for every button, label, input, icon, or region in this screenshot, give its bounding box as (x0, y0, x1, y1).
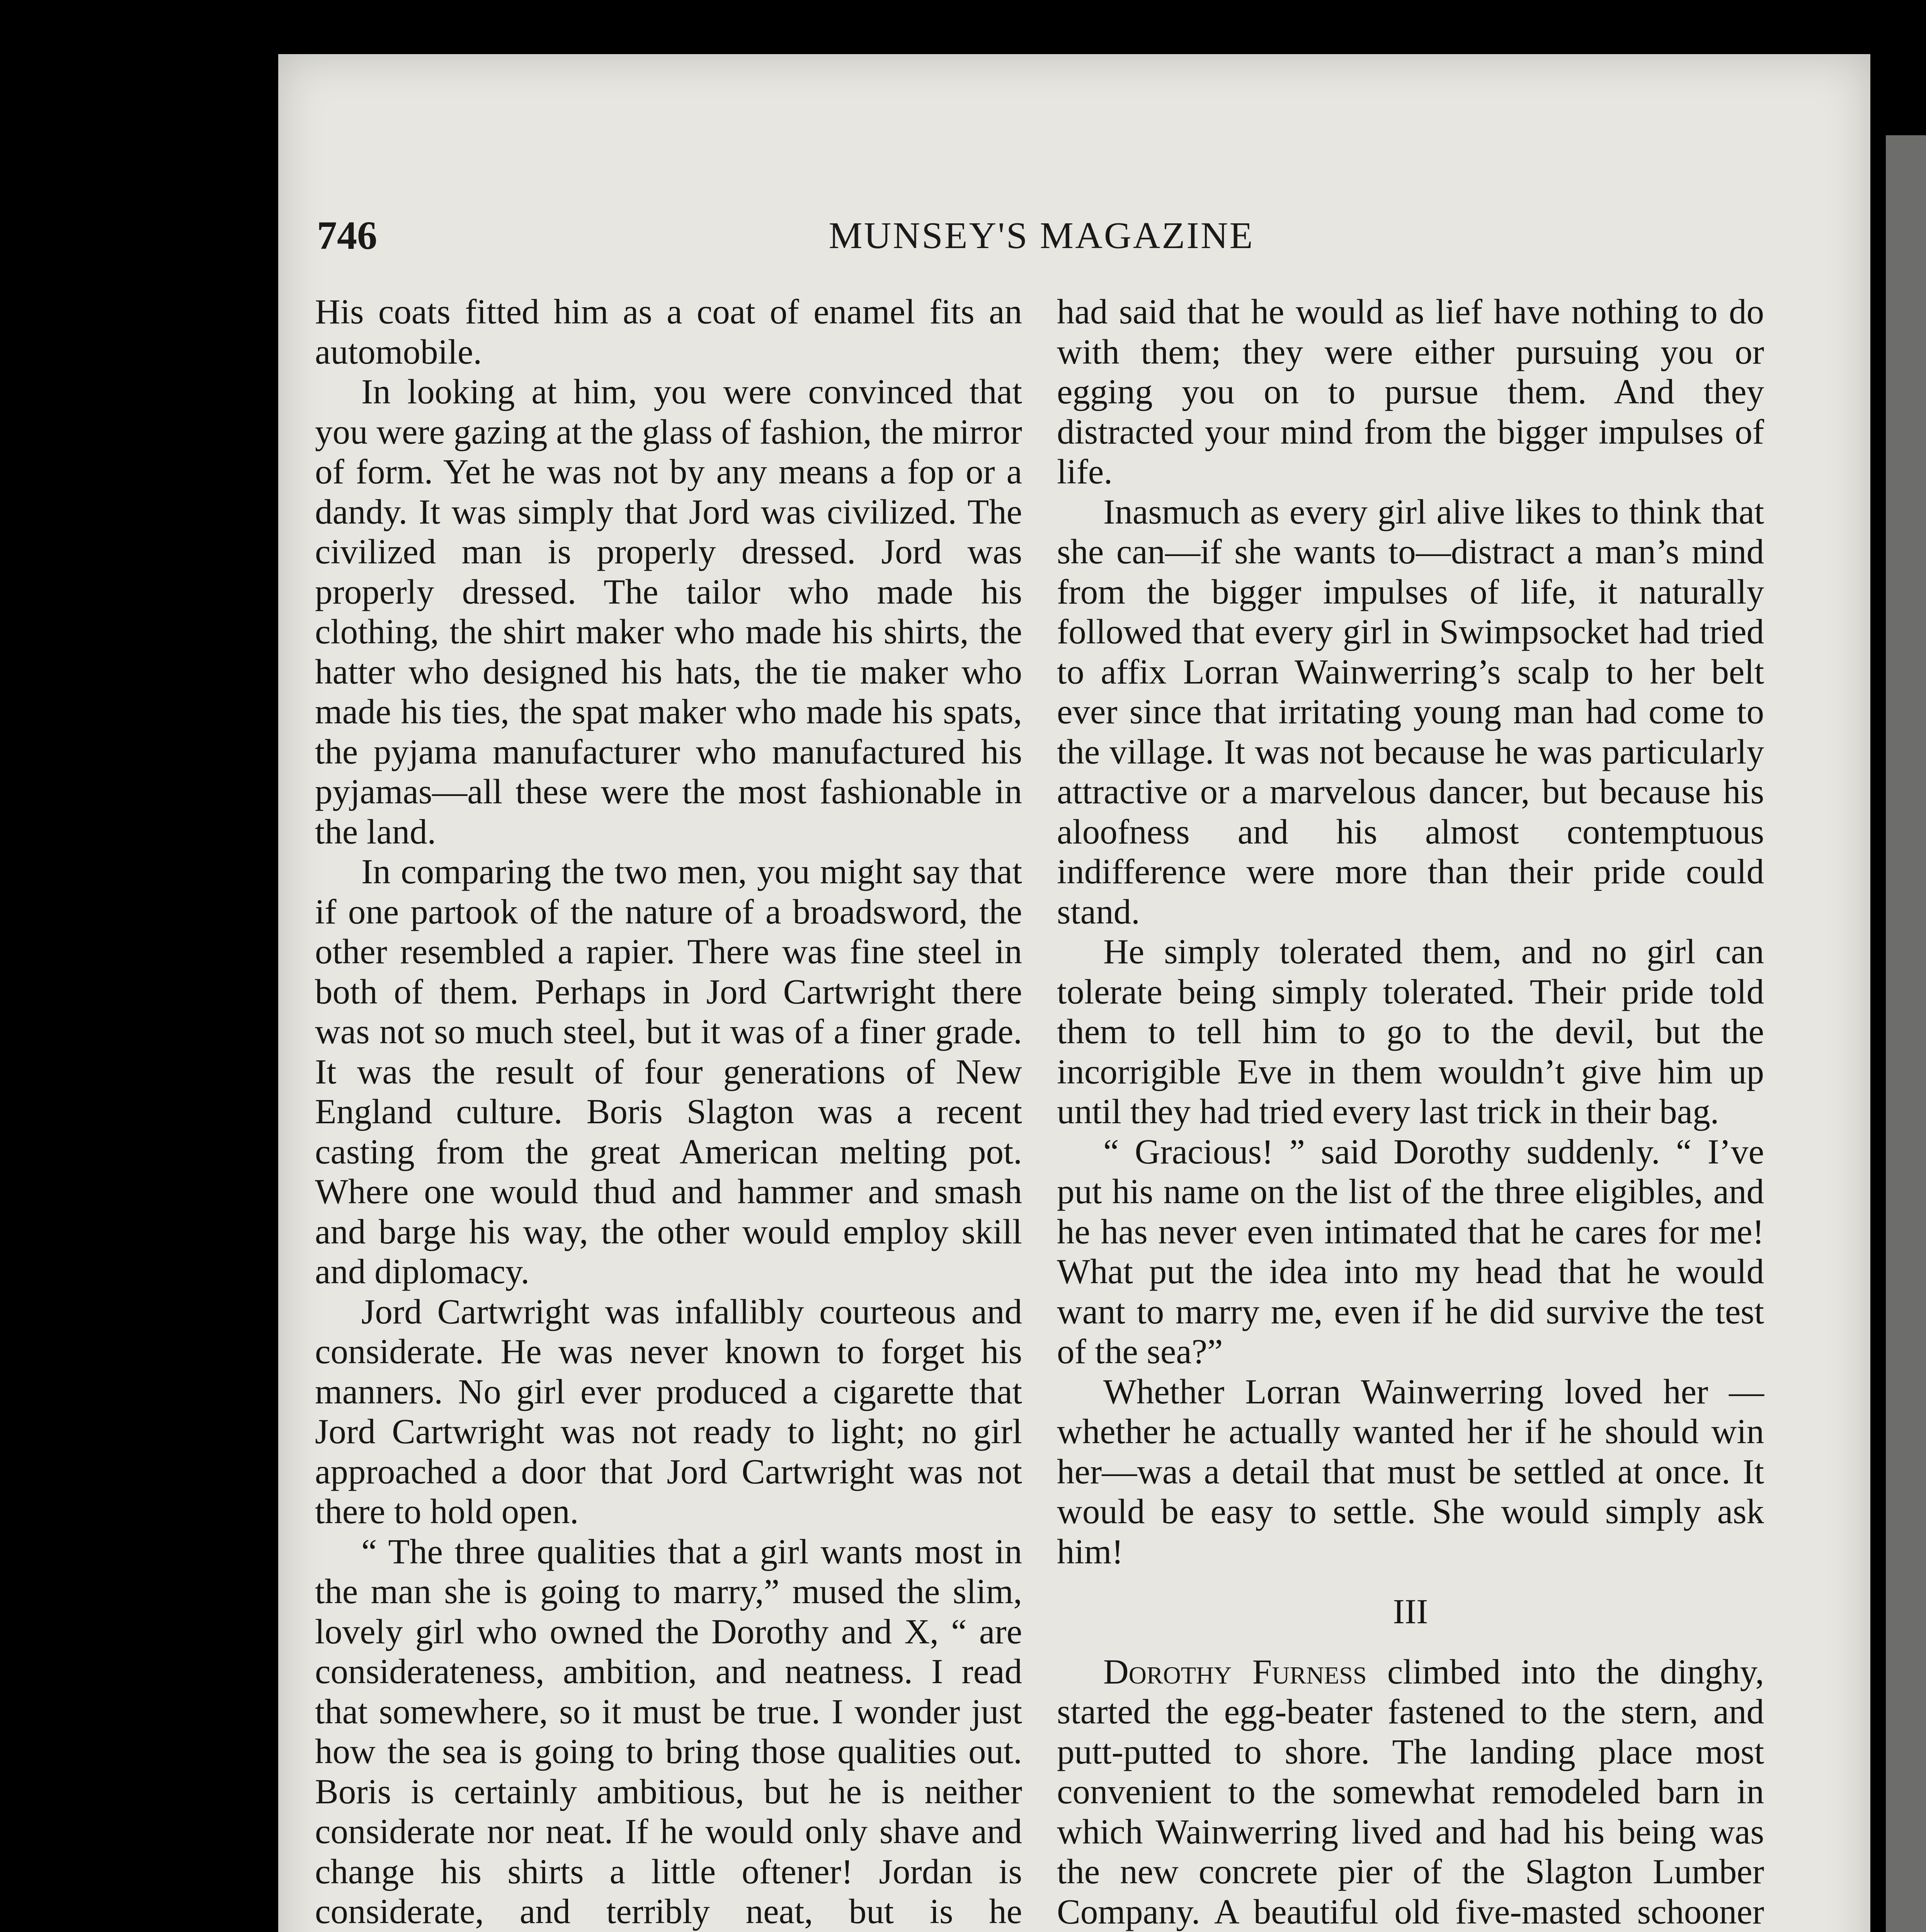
paragraph: “ The three qualities that a girl wants most in the man she is going to marry,” mused the slim, lovely girl who owned the Dorothy and X, “ are considerateness, ambition, and neatness. I read that somewhere, so it must be true. I wonder just how the sea is going to bring those qualities out. Boris is certainly ambitious, but he is neither considerate nor neat. If he would only shave and change his shirts a little oftener! Jordan is considerate, and terribly neat, but is he (315, 1532, 1022, 1931)
paragraph: In looking at him, you were convinced that you were gazing at the glass of fashion, the mirror of form. Yet he was not by any means a fop or a dandy. It was simply that Jord was civilized. The civilized man is properly dressed. Jord was properly dressed. The tailor who made his clothing, the shirt maker who made his shirts, the hatter who designed his hats, the tie maker who made his ties, the spat maker who made his spats, the pyjama manufacturer who manufactured his pyjamas—all these were the most fashionable in the land. (315, 372, 1022, 851)
paragraph: Inasmuch as every girl alive likes to think that she can—if she wants to—distract a man’s mind from the bigger impulses of life, it naturally followed that every girl in Swimpsocket had tried to affix Lorran Wainwerring’s scalp to her belt ever since that irritating young man had come to the village. It was not because he was particularly attractive or a marvelous dancer, but because his aloofness and his almost contemptuous indifference were more than their pride could stand. (1057, 492, 1764, 931)
facing-page-edge (1886, 135, 1926, 1932)
right-column (1057, 292, 1764, 1932)
paragraph: Whether Lorran Wainwerring loved her —whether he actually wanted her if he should win her—was a detail that must be settled at once. It would be easy to settle. She would simply ask him! (1057, 1372, 1764, 1571)
paragraph: In comparing the two men, you might say that if one partook of the nature of a broadsword, the other resembled a rapier. There was fine steel in both of them. Perhaps in Jord Cartwright there was not so much steel, but it was of a finer grade. It was the result of four generations of New England culture. Boris Slagton was a recent casting from the great American melting pot. Where one would thud and hammer and smash and barge his way, the other would employ skill and diplomacy. (315, 852, 1022, 1291)
running-head: MUNSEY'S MAGAZINE (829, 215, 1254, 257)
section-heading: III (1393, 1592, 1428, 1631)
paragraph: Jord Cartwright was infallibly courteous and considerate. He was never known to forget his manners. No girl ever produced a cigarette that Jord Cartwright was not ready to light; no girl approached a door that Jord Cartwright was not there to hold open. (315, 1292, 1022, 1531)
paragraph: His coats fitted him as a coat of enamel fits an automobile. (315, 292, 1022, 371)
section-opening-paragraph (1057, 1652, 1764, 1932)
page-number: 746 (317, 213, 377, 258)
opening-text: climbed into the dinghy, started the egg-beater fastened to the stern, and putt-putted to shore. The landing place most convenient to the somewhat remodeled barn in which Wainwerring lived and had his being was the new concrete pier of the Slagton Lumber Company. A beautiful old five-masted schooner (1057, 1652, 1764, 1931)
page-header (317, 211, 1766, 261)
opening-smallcaps: Dorothy Furness (1103, 1652, 1367, 1691)
left-column (315, 292, 1022, 1932)
paragraph: “ Gracious! ” said Dorothy suddenly. “ I’ve put his name on the list of the three eligibles, and he has never even intimated that he cares for me! What put the idea into my head that he would want to marry me, even if he did survive the test of the sea?” (1057, 1132, 1764, 1371)
paragraph: had said that he would as lief have nothing to do with them; they were either pursuing you or egging you on to pursue them. And they distracted your mind from the bigger impulses of life. (1057, 292, 1764, 491)
paragraph: He simply tolerated them, and no girl can tolerate being simply tolerated. Their pride told them to tell him to go to the devil, but the incorrigible Eve in them wouldn’t give him up until they had tried every last trick in their bag. (1057, 932, 1764, 1131)
